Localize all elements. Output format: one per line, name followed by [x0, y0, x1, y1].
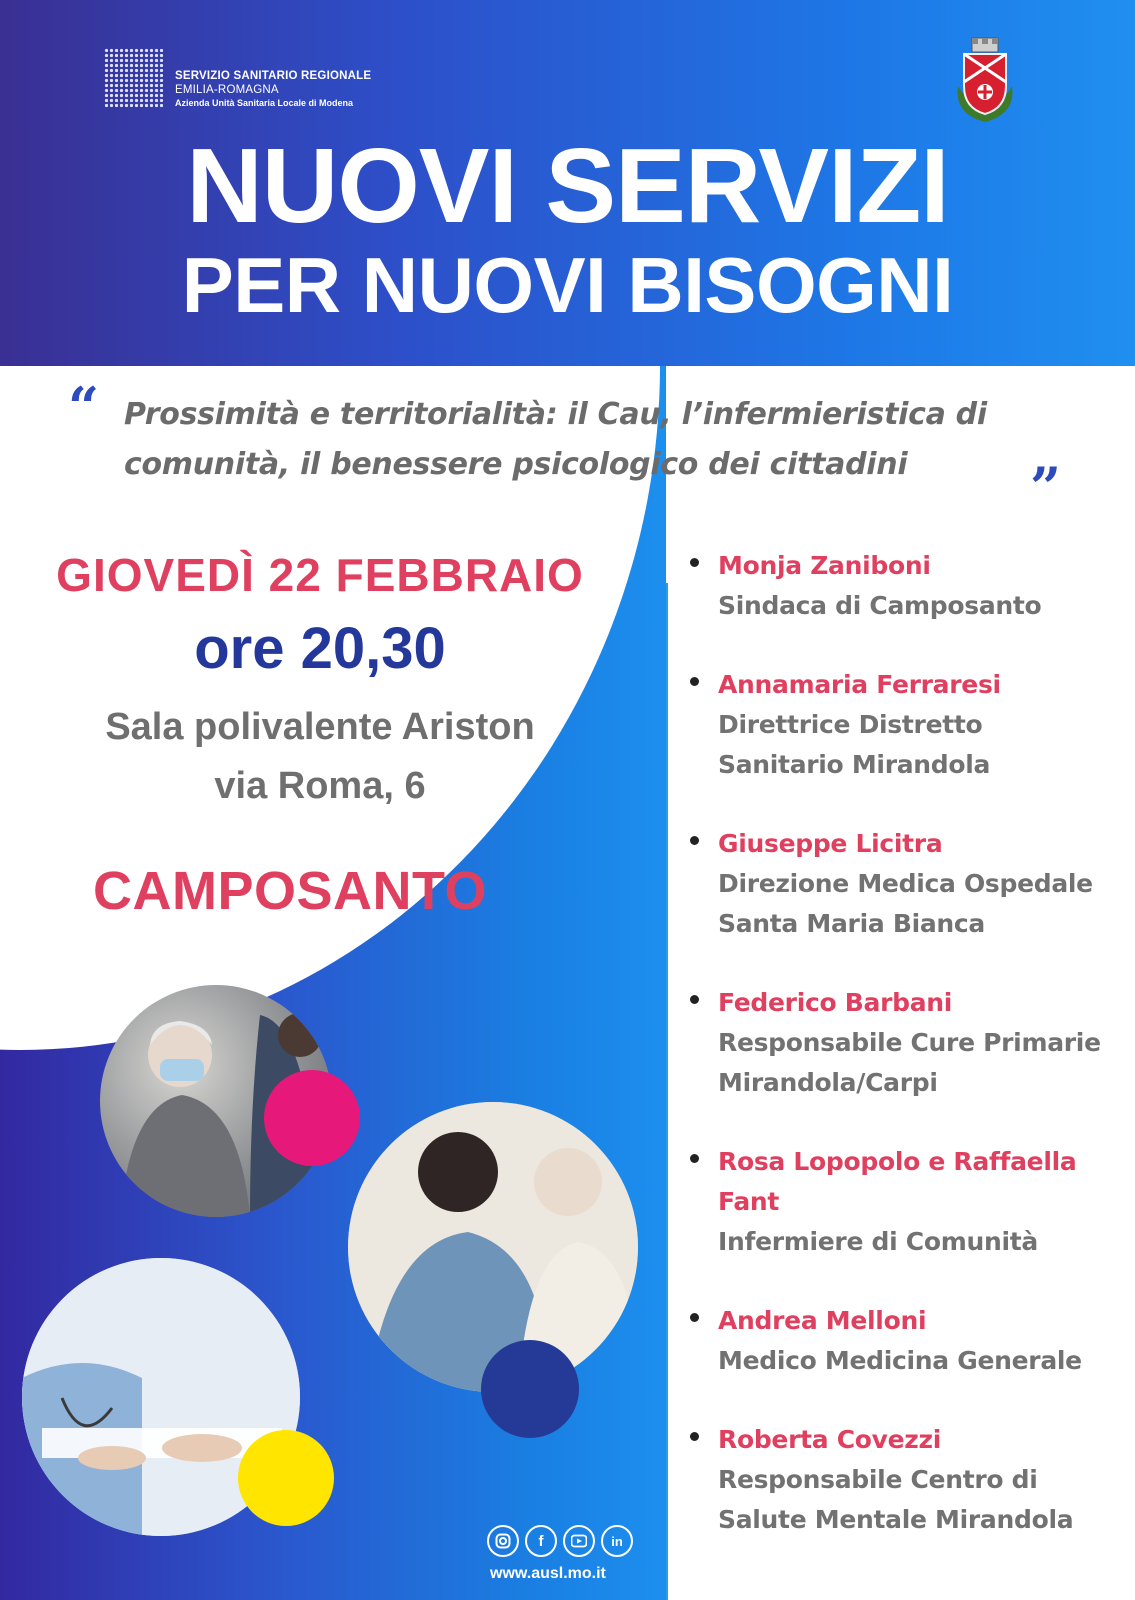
org-line1: SERVIZIO SANITARIO REGIONALE [175, 70, 372, 82]
header-banner [0, 0, 1135, 366]
speaker-item [686, 824, 1126, 944]
bullet-icon [690, 1313, 699, 1322]
photo-nurse-with-patient-illustration [348, 1102, 638, 1392]
main-subtitle: PER NUOVI BISOGNI [181, 241, 954, 329]
bullet-icon [690, 995, 699, 1004]
speaker-name: Giuseppe Licitra [718, 829, 943, 858]
speaker-name: Andrea Melloni [718, 1306, 927, 1335]
main-title: NUOVI SERVIZI [186, 127, 949, 245]
bullet-icon [690, 558, 699, 567]
speaker-role: Responsabile Centro di Salute Mentale Mirandola [718, 1465, 1074, 1534]
bullet-icon [690, 677, 699, 686]
bullet-icon [690, 1154, 699, 1163]
linkedin-icon[interactable]: in [601, 1525, 633, 1557]
quote-text: Prossimità e territorialità: il Cau, l’infermieristica di comunità, il benessere psicologico dei cittadini [124, 397, 987, 482]
instagram-icon[interactable] [487, 1525, 519, 1557]
decorative-dot-pink [264, 1070, 360, 1166]
speaker-role: Infermiere di Comunità [718, 1227, 1038, 1256]
speaker-role: Direzione Medica Ospedale Santa Maria Bianca [718, 869, 1093, 938]
speaker-list [686, 546, 1126, 1579]
speaker-item [686, 983, 1126, 1103]
org-logo-text [175, 70, 371, 108]
speaker-name: Annamaria Ferraresi [718, 670, 1001, 699]
decorative-dot-navy [481, 1340, 579, 1438]
ssr-logo-icon [104, 48, 164, 108]
speaker-role: Sindaca di Camposanto [718, 591, 1042, 620]
speaker-name: Monja Zaniboni [718, 551, 931, 580]
speaker-role: Direttrice Distretto Sanitario Mirandola [718, 710, 991, 779]
event-time: ore 20,30 [194, 616, 446, 681]
municipal-crest-icon [952, 34, 1018, 124]
website-link[interactable]: www.ausl.mo.it [490, 1565, 606, 1582]
speaker-name: Rosa Lopopolo e Raffaella Fant [718, 1147, 1077, 1216]
speaker-item [686, 665, 1126, 785]
event-date: GIOVEDÌ 22 FEBBRAIO [56, 549, 584, 601]
bullet-icon [690, 1432, 699, 1441]
org-line3: Azienda Unità Sanitaria Locale di Modena [175, 97, 354, 108]
speaker-role: Responsabile Cure Primarie Mirandola/Carpi [718, 1028, 1101, 1097]
speaker-item [686, 1142, 1126, 1262]
facebook-icon[interactable]: f [525, 1525, 557, 1557]
event-venue: Sala polivalente Ariston [105, 706, 535, 748]
photo-nurse-with-patient [348, 1102, 638, 1392]
speaker-name: Federico Barbani [718, 988, 953, 1017]
speaker-item [686, 546, 1126, 626]
speaker-name: Roberta Covezzi [718, 1425, 942, 1454]
event-city: CAMPOSANTO [92, 861, 488, 921]
youtube-icon[interactable] [563, 1525, 595, 1557]
org-line2: EMILIA-ROMAGNA [175, 83, 279, 96]
event-address: via Roma, 6 [214, 765, 426, 807]
speaker-item [686, 1420, 1126, 1540]
divider-line [666, 583, 668, 1600]
close-quote-icon: ” [1030, 455, 1062, 519]
social-icons [487, 1525, 633, 1557]
speaker-role: Medico Medicina Generale [718, 1346, 1082, 1375]
decorative-dot-yellow [238, 1430, 334, 1526]
bullet-icon [690, 836, 699, 845]
speaker-item [686, 1301, 1126, 1381]
open-quote-icon: “ [68, 375, 100, 439]
